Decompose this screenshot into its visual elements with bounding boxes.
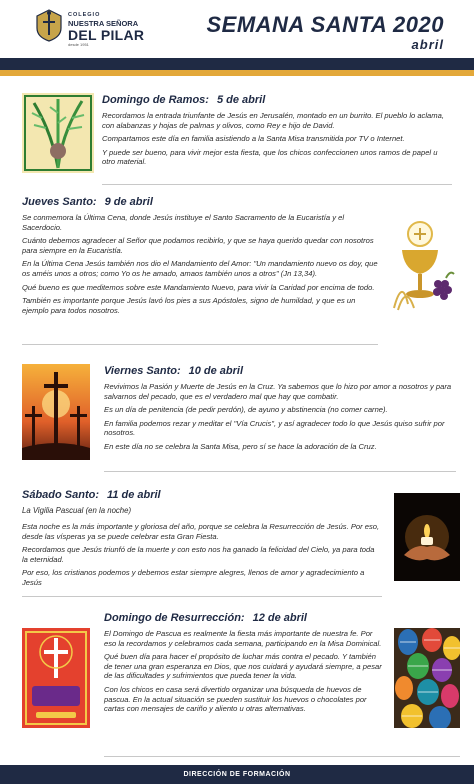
section-jueves-name: Jueves Santo: bbox=[22, 196, 97, 208]
section-sabado-date: 11 de abril bbox=[107, 489, 161, 501]
section-divider bbox=[104, 471, 456, 472]
section-resurreccion-title bbox=[104, 612, 307, 624]
candle-hands-icon bbox=[394, 493, 460, 581]
header-accent-band bbox=[0, 70, 474, 76]
three-crosses-icon bbox=[22, 364, 90, 460]
section-viernes-paragraph: Es un día de penitencia (de pedir perdón), de ayuno y abstinencia (no comer carne). bbox=[104, 405, 388, 415]
section-resurreccion-date: 12 de abril bbox=[252, 612, 307, 624]
section-jueves-paragraph: También es importante porque Jesús lavó los pies a sus Apóstoles, signo de humildad, y que es un ejemplo para todos nosotros. bbox=[22, 296, 356, 315]
section-ramos-body bbox=[102, 111, 452, 171]
section-ramos-title bbox=[102, 94, 265, 106]
section-divider bbox=[102, 184, 452, 185]
palm-branches-icon bbox=[22, 93, 94, 173]
section-viernes-paragraph: En este día no se celebra la Santa Misa, pero sí se hace la adoración de la Cruz. bbox=[104, 441, 377, 451]
school-logo-icon bbox=[34, 8, 64, 42]
page-subtitle: abril bbox=[411, 37, 444, 52]
header-band bbox=[0, 58, 474, 70]
chalice-host-icon bbox=[388, 218, 458, 318]
section-jueves-paragraph: Cuánto debemos agradecer al Señor que podamos recibirlo, y que se haya querido quedar con nosotros para siempre en la Eucaristía. bbox=[22, 236, 374, 255]
section-ramos-paragraph: Compartamos este día en familia asistiendo a la Santa Misa transmitida por TV o Internet. bbox=[102, 134, 405, 144]
section-sabado-name: Sábado Santo: bbox=[22, 489, 100, 501]
section-sabado-subheading: La Vigilia Pascual (en la noche) bbox=[22, 506, 132, 515]
section-sabado-title bbox=[22, 489, 161, 501]
section-viernes-title bbox=[104, 365, 243, 377]
section-ramos-date: 5 de abril bbox=[216, 94, 266, 106]
school-name-line2: NUESTRA SEÑORA bbox=[68, 19, 139, 28]
section-jueves-body bbox=[22, 213, 378, 319]
section-viernes-date: 10 de abril bbox=[188, 365, 244, 377]
section-viernes-paragraph: En familia podemos rezar y meditar el "Vía Crucis", y así agradecer todo lo que Jesús quiso sufrir por nosotros. bbox=[104, 418, 445, 438]
page-title: SEMANA SANTA 2020 bbox=[206, 12, 444, 37]
resurrection-banner-icon bbox=[22, 628, 90, 728]
section-sabado-paragraph: Esta noche es la más importante y gloriosa del año, porque se celebra la Resurrección de Jesús. Por eso, desde las vísperas ya se puede celebrar esta Gran Fiesta. bbox=[22, 522, 380, 541]
section-divider bbox=[22, 344, 378, 345]
section-ramos-name: Domingo de Ramos: bbox=[102, 94, 209, 106]
section-jueves-title bbox=[22, 196, 153, 208]
section-jueves-date: 9 de abril bbox=[104, 196, 153, 208]
section-ramos-paragraph: Y puede ser bueno, para vivir mejor esta fiesta, que los chicos confeccionen unos ramos de papel u otro material. bbox=[102, 147, 438, 167]
section-divider bbox=[104, 756, 460, 757]
section-sabado-paragraph: Recordamos que Jesús triunfó de la muerte y con esto nos ha ganado la felicidad del Cielo, ya para toda la eternidad. bbox=[22, 545, 375, 564]
section-viernes-paragraph: Revivimos la Pasión y Muerte de Jesús en la Cruz. Ya sabemos que lo hizo por amor a nosotros y para salvarnos del pecado, que es el verdadero mal que hay que combatir. bbox=[104, 382, 452, 401]
section-resurreccion-paragraph: Qué buen día para hacer el propósito de luchar más contra el pecado. Y también de tener una gran esperanza en Dios, que nos cuidará y ayudará siempre, a pesar de las dificultades y sufrimientos que pueda tener la vida. bbox=[104, 652, 382, 681]
section-jueves-paragraph: Se conmemora la Última Cena, donde Jesús instituye el Santo Sacramento de la Eucaristía y el Sacerdocio. bbox=[22, 213, 345, 232]
footer-department-label: DIRECCIÓN DE FORMACIÓN bbox=[0, 765, 474, 784]
section-divider bbox=[22, 596, 382, 597]
school-name-line3: DEL PILAR bbox=[68, 27, 145, 43]
section-ramos-paragraph: Recordamos la entrada triunfante de Jesús en Jerusalén, montado en un burrito. El pueblo lo aclama, con alabanzas y hojas de palmas y olivos, como Rey e hijo de David. bbox=[102, 111, 444, 130]
school-name-line1: COLEGIO bbox=[68, 12, 101, 18]
section-resurreccion-paragraph: El Domingo de Pascua es realmente la fiesta más importante de nuestra fe. Por eso la recordamos y celebramos cada semana, participando en la Misa Dominical. bbox=[104, 629, 382, 648]
section-sabado-body bbox=[22, 522, 382, 592]
easter-eggs-icon bbox=[394, 628, 460, 728]
section-resurreccion-paragraph: Con los chicos en casa será divertido organizar una búsqueda de huevos de pascua. En la actual situación se pueden sustituir los huevos o chocolates por cartas con mensajes de cariño y aliento u otras alternativas. bbox=[104, 684, 367, 714]
school-since: desde 1951 bbox=[68, 42, 89, 47]
section-jueves-paragraph: Qué bueno es que meditemos sobre este Mandamiento Nuevo, para vivir la Caridad por encima de todo. bbox=[22, 282, 375, 292]
section-viernes-name: Viernes Santo: bbox=[104, 365, 181, 377]
section-sabado-paragraph: Por eso, los cristianos podemos y debemos estar siempre alegres, llenos de amor y agradecimiento a Jesús bbox=[22, 568, 365, 587]
section-resurreccion-name: Domingo de Resurrección: bbox=[104, 612, 245, 624]
section-jueves-paragraph: En la Última Cena Jesús también nos dio el Mandamiento del Amor: "Un mandamiento nuevo os doy, que os améis unos a otros; como Yo os he amado, amaos también unos a otros" (Jn 13,34). bbox=[22, 259, 378, 278]
section-viernes-body bbox=[104, 382, 456, 456]
section-resurreccion-body bbox=[104, 629, 384, 718]
